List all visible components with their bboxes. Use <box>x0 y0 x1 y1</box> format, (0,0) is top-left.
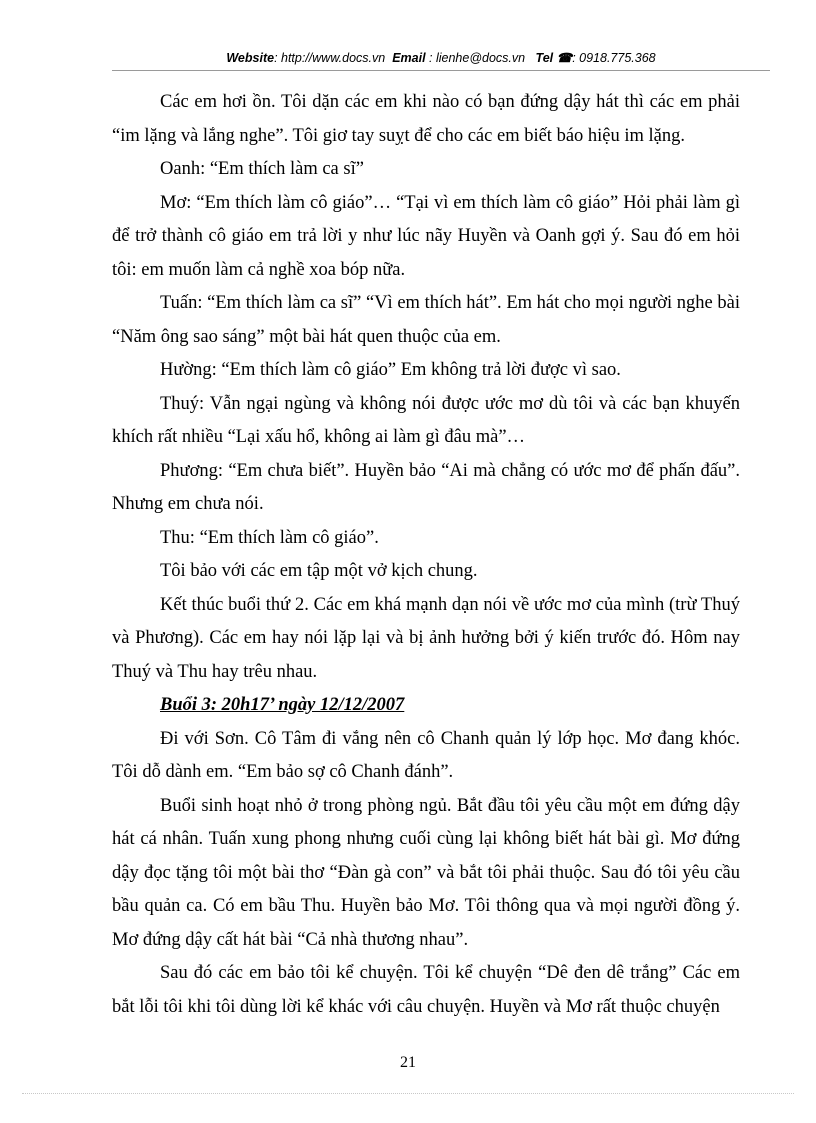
email-label: Email <box>392 51 426 65</box>
paragraph: Các em hơi ồn. Tôi dặn các em khi nào có bạn đứng dậy hát thì các em phải “im lặng và lắng nghe”. Tôi giơ tay suỵt để cho các em biết báo hiệu im lặng. <box>112 92 740 146</box>
page-number: 21 <box>400 1054 416 1071</box>
paragraph: Buổi sinh hoạt nhỏ ở trong phòng ngủ. Bắt đầu tôi yêu cầu một em đứng dậy hát cá nhân. Tuấn xung phong nhưng cuối cùng lại không biết hát bài gì. Mơ đứng dậy đọc tặng tôi một bài thơ “Đàn gà con” và bắt tôi phải thuộc. Sau đó tôi yêu cầu bầu quản ca. Có em bầu Thu. Huyền bảo Mơ. Tôi thông qua và mọi người đồng ý. Mơ đứng dậy cất hát bài “Cả nhà thương nhau”. <box>112 795 740 950</box>
paragraph: Sau đó các em bảo tôi kể chuyện. Tôi kể chuyện “Dê đen dê trắng” Các em bắt lỗi tôi khi tôi dùng lời kể khác với câu chuyện. Huyền và Mơ rất thuộc chuyện <box>112 963 740 1017</box>
tel-value: : 0918.775.368 <box>572 51 656 65</box>
telephone-icon: ☎ <box>556 51 573 65</box>
paragraph: Đi với Sơn. Cô Tâm đi vắng nên cô Chanh quản lý lớp học. Mơ đang khóc. Tôi dỗ dành em. “Em bảo sợ cô Chanh đánh”. <box>112 728 740 782</box>
header-divider <box>112 70 770 71</box>
website-value: : http://www.docs.vn <box>274 51 386 65</box>
paragraph: Thuý: Vẫn ngại ngùng và không nói được ước mơ dù tôi và các bạn khuyến khích rất nhiều “Lại xấu hổ, không ai làm gì đâu mà”… <box>112 393 740 447</box>
email-value: : lienhe@docs.vn <box>429 51 526 65</box>
footer-divider <box>22 1093 794 1094</box>
page-header <box>112 50 770 65</box>
paragraph: Tôi bảo với các em tập một vở kịch chung. <box>160 561 478 581</box>
section-heading: Buổi 3: 20h17’ ngày 12/12/2007 <box>160 695 405 715</box>
document-body <box>112 86 740 1024</box>
paragraph: Thu: “Em thích làm cô giáo”. <box>160 527 379 548</box>
paragraph: Kết thúc buổi thứ 2. Các em khá mạnh dạn nói về ước mơ của mình (trừ Thuý và Phương). Các em hay nói lặp lại và bị ảnh hưởng bởi ý kiến trước đó. Hôm nay Thuý và Thu hay trêu nhau. <box>112 594 740 682</box>
website-label: Website <box>226 51 275 65</box>
paragraph: Oanh: “Em thích làm ca sĩ” <box>160 159 364 179</box>
tel-label: Tel <box>535 51 554 65</box>
paragraph: Mơ: “Em thích làm cô giáo”… “Tại vì em thích làm cô giáo” Hỏi phải làm gì để trở thành cô giáo em trả lời y như lúc nãy Huyền và Oanh gợi ý. Sau đó em hỏi tôi: em muốn làm cả nghề xoa bóp nữa. <box>112 192 740 280</box>
paragraph: Tuấn: “Em thích làm ca sĩ” “Vì em thích hát”. Em hát cho mọi người nghe bài “Năm ông sao sáng” một bài hát quen thuộc của em. <box>112 293 740 347</box>
paragraph: Phương: “Em chưa biết”. Huyền bảo “Ai mà chẳng có ước mơ để phấn đấu”. Nhưng em chưa nói. <box>112 460 740 514</box>
paragraph: Hường: “Em thích làm cô giáo” Em không trả lời được vì sao. <box>160 360 621 380</box>
